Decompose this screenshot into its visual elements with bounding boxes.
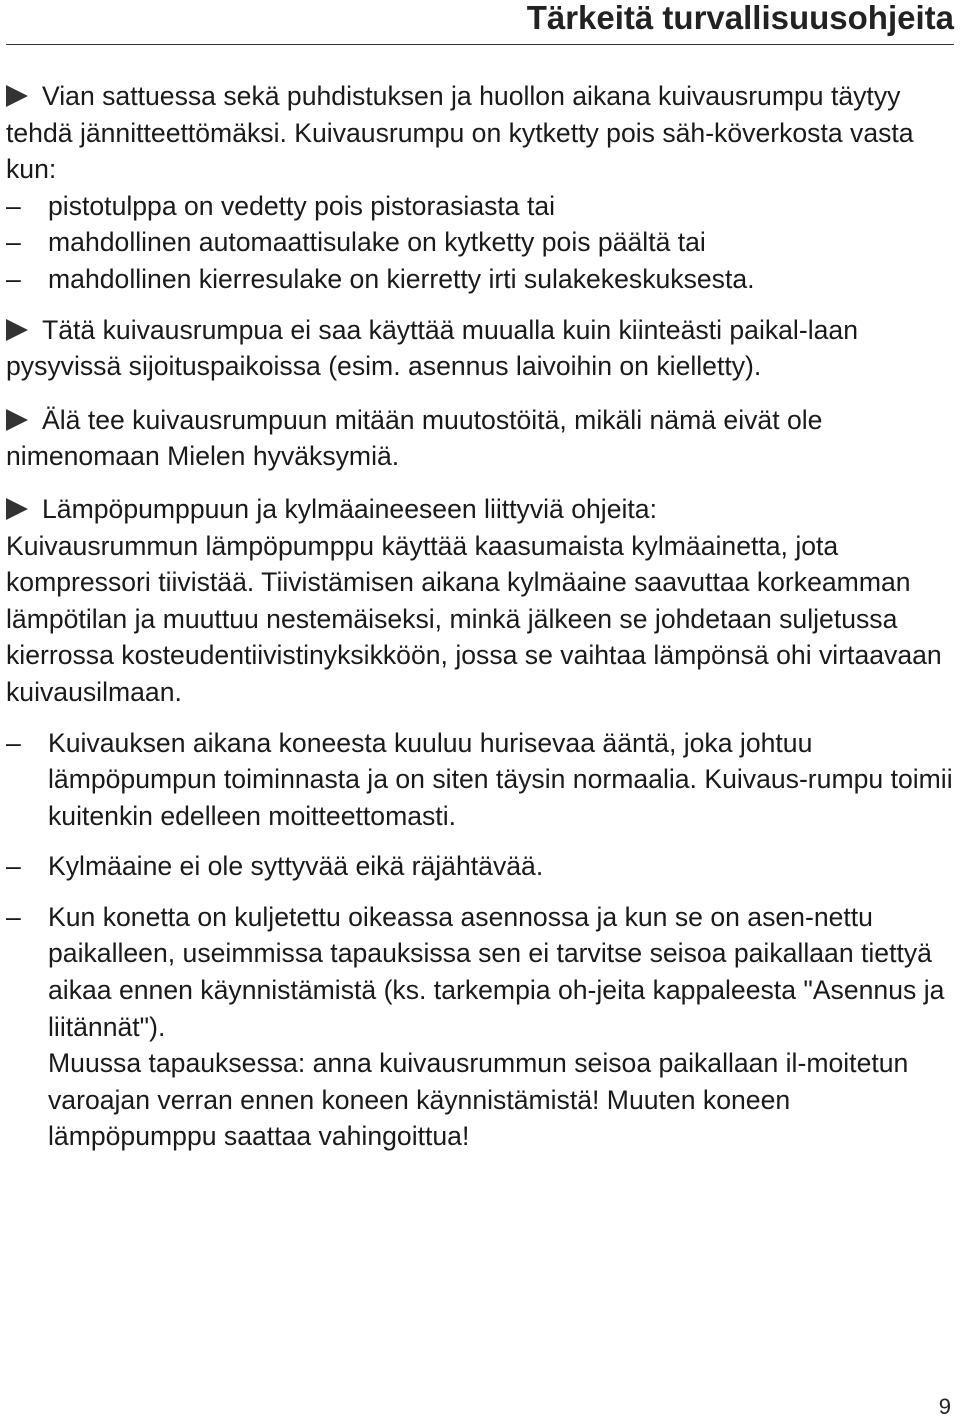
safety-section-installation — [6, 312, 954, 385]
section-body: Kuivausrummun lämpöpumppu käyttää kaasumaista kylmäainetta, jota kompressori tiivistää. Tiivistämisen aikana kylmäaine saavuttaa korkeamman lämpötilan ja muuttuu nestemäiseksi, minkä jälkeen se johdetaan suljetussa kierrossa kosteudentiivistinyksikköön, jossa se vaihtaa lämpönsä ohi virtaavaan kuivausilmaan. — [6, 530, 942, 707]
list-item — [6, 725, 954, 835]
list-item-text: Kun konetta on kuljetettu oikeassa asennossa ja kun se on asen-nettu paikalleen, useimmissa tapauksissa sen ei tarvitse seisoa paikallaan tiettyä aikaa ennen käynnistämistä (ks. tarkempia oh-jeita kappaleesta "Asennus ja liitännät"). — [48, 901, 945, 1042]
list-item-text: Kylmäaine ei ole syttyvää eikä räjähtävää. — [48, 851, 544, 882]
list-item-text: mahdollinen automaattisulake on kytketty pois päältä tai — [48, 227, 706, 258]
safety-section-heat-pump — [6, 491, 954, 1155]
triangle-arrow-icon — [6, 85, 28, 107]
safety-section-power — [6, 78, 954, 298]
triangle-arrow-icon — [6, 409, 28, 431]
dash-icon: – — [6, 190, 21, 221]
section-text-content: Tätä kuivausrumpua ei saa käyttää muualla kuin kiinteästi paikal-laan pysyvissä sijoituspaikoissa (esim. asennus laivoihin on kielletty). — [6, 314, 858, 382]
page-title: Tärkeitä turvallisuusohjeita — [526, 0, 954, 36]
dash-icon: – — [6, 851, 21, 882]
list-item — [6, 261, 954, 298]
list-item-note: Muussa tapauksessa: anna kuivausrummun seisoa paikallaan il-moitetun varoajan verran ennen koneen käynnistämistä! Muuten koneen lämpöpumppu saattaa vahingoittua! — [48, 1048, 909, 1152]
dash-icon: – — [6, 901, 21, 932]
page-number: 9 — [938, 1394, 951, 1419]
safety-section-modifications — [6, 402, 954, 475]
dash-icon: – — [6, 227, 21, 258]
document-body — [6, 78, 954, 1155]
section-text-content: Älä tee kuivausrumpuun mitään muutostöitä, mikäli nämä eivät ole nimenomaan Mielen hyväksymiä. — [6, 404, 823, 472]
triangle-arrow-icon — [6, 319, 28, 341]
list-item-text: mahdollinen kierresulake on kierretty irti sulakekeskuksesta. — [48, 263, 755, 294]
list-item — [6, 848, 954, 885]
section-text — [6, 312, 954, 385]
dash-icon: – — [6, 727, 21, 758]
list-item — [6, 188, 954, 225]
section-text — [6, 402, 954, 475]
disconnect-conditions-list — [6, 188, 954, 298]
list-item-text: Kuivauksen aikana koneesta kuuluu hurisevaa ääntä, joka johtuu lämpöpumpun toiminnasta ja on siten täysin normaalia. Kuivaus-rumpu toimii kuitenkin edelleen moitteettomasti. — [48, 727, 953, 831]
section-heading-text: Lämpöpumppuun ja kylmäaineeseen liittyviä ohjeita: — [42, 493, 657, 524]
section-intro — [6, 78, 954, 188]
section-heading — [6, 491, 954, 528]
header-divider — [6, 44, 954, 45]
list-item-text: pistotulppa on vedetty pois pistorasiasta tai — [48, 190, 556, 221]
triangle-arrow-icon — [6, 498, 28, 520]
dash-icon: – — [6, 263, 21, 294]
list-item — [6, 899, 954, 1155]
list-item — [6, 224, 954, 261]
section-intro-text: Vian sattuessa sekä puhdistuksen ja huollon aikana kuivausrumpu täytyy tehdä jännitteettömäksi. Kuivausrumpu on kytketty pois säh-köverkosta vasta kun: — [6, 81, 914, 185]
heat-pump-notes-list — [6, 725, 954, 1156]
